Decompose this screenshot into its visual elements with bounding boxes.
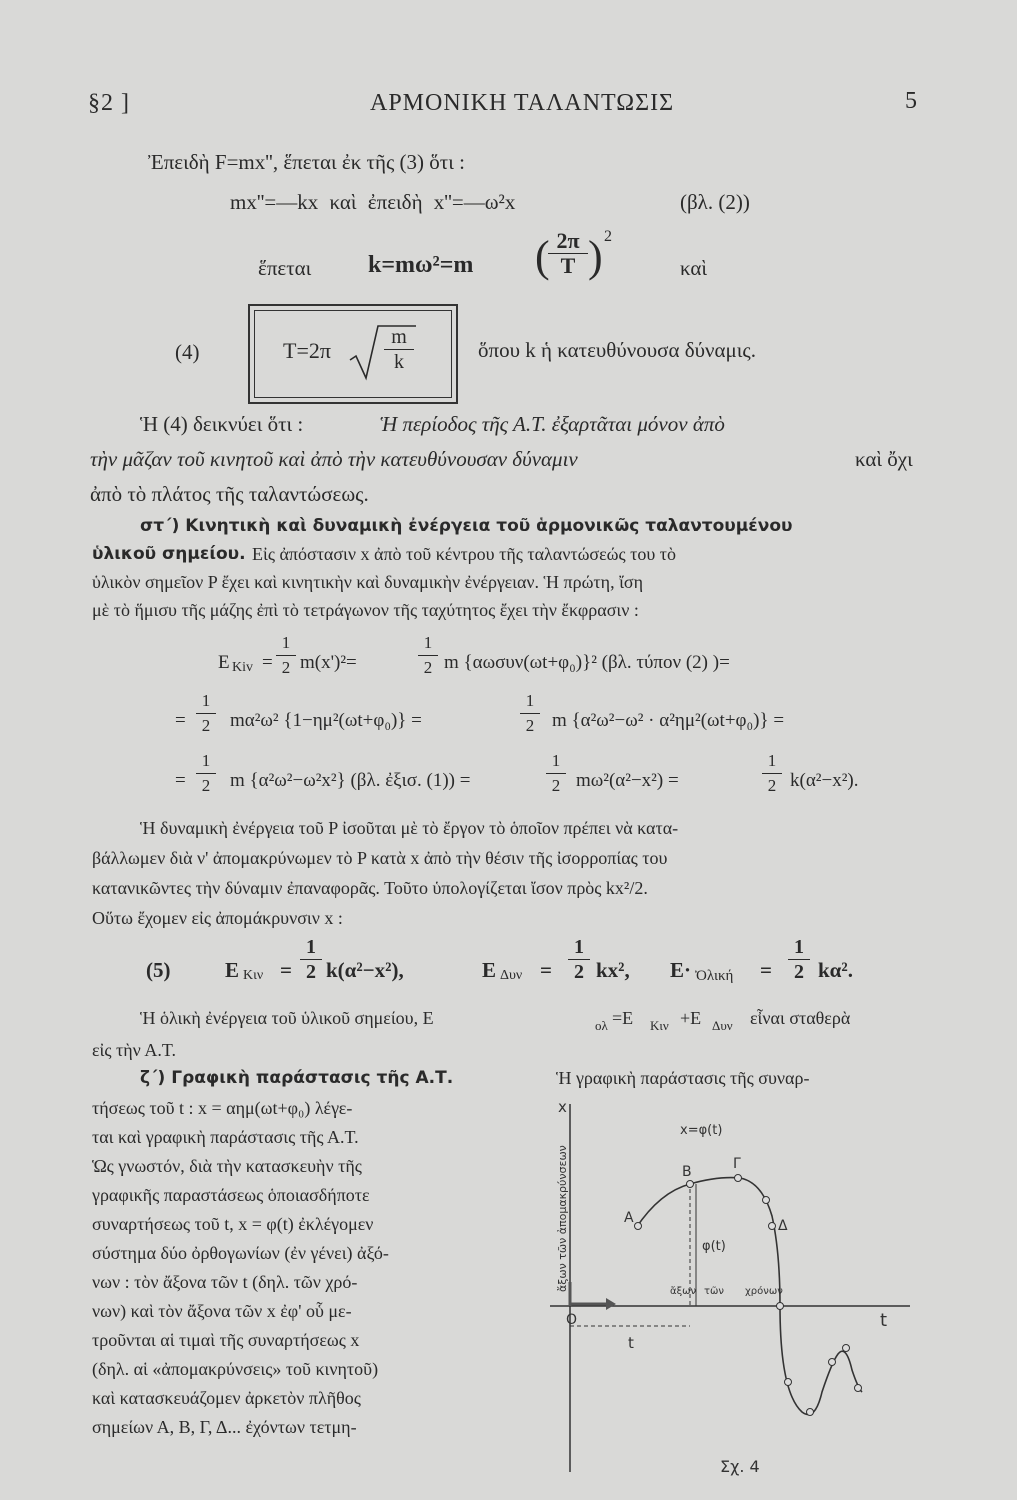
equation-part: k(α²−x²), bbox=[326, 958, 404, 982]
equation-ref: (βλ. (2)) bbox=[680, 190, 750, 214]
equation-part: m {α²ω²−ω²x²} (βλ. ἐξισ. (1)) = bbox=[230, 770, 471, 791]
text-line: βάλλωμεν διὰ ν' ἀπομακρύνωμεν τὸ P κατὰ x ἀπὸ τὴν θέσιν τῆς ἰσορροπίας του bbox=[92, 848, 668, 868]
fraction-bar bbox=[276, 655, 296, 656]
origin-label: O bbox=[566, 1312, 578, 1328]
text-part: =E bbox=[612, 1008, 634, 1028]
numerator: 1 bbox=[281, 633, 291, 652]
equation-number: (5) bbox=[146, 958, 171, 982]
numerator: 1 bbox=[574, 936, 584, 958]
equals: = bbox=[760, 958, 772, 982]
numerator: 1 bbox=[525, 691, 535, 710]
numerator: 1 bbox=[794, 936, 804, 958]
curve-point bbox=[735, 1175, 742, 1182]
curve-point bbox=[777, 1303, 784, 1310]
text-line: ἀπὸ τὸ πλάτος τῆς ταλαντώσεως. bbox=[90, 482, 369, 506]
phi-label: φ(t) bbox=[702, 1239, 726, 1254]
column-line: γραφικῆς παραστάσεως ὁποιασδήποτε bbox=[92, 1185, 370, 1205]
denominator: 2 bbox=[423, 658, 433, 677]
denominator: 2 bbox=[551, 776, 561, 795]
text-word: καὶ bbox=[680, 256, 708, 280]
time-axis-caption: χρόνων bbox=[745, 1286, 783, 1297]
equals: = bbox=[262, 652, 273, 673]
subscript: Κιν bbox=[650, 1018, 669, 1033]
text-part: εἶναι σταθερὰ bbox=[750, 1008, 851, 1028]
exponent: 2 bbox=[604, 228, 612, 245]
equals: = bbox=[175, 770, 186, 791]
running-title: ΑΡΜΟΝΙΚΗ ΤΑΛΑΝΤΩΣΙΣ bbox=[370, 90, 675, 116]
column-line: σημείων Α, Β, Γ, Δ... ἐχόντων τετμη- bbox=[92, 1417, 357, 1437]
equation-part: mα²ω² {1−ημ²(ωt+φ₀)} = bbox=[230, 710, 422, 731]
x-axis-label: x bbox=[558, 1098, 567, 1116]
subscript: Δυν bbox=[500, 968, 523, 983]
fraction-half bbox=[196, 690, 216, 737]
equation-line: mx''=—kx καὶ ἐπειδὴ x''=—ω²x bbox=[230, 190, 516, 214]
equation-part: mω²(α²−x²) = bbox=[576, 770, 679, 791]
fraction-half bbox=[762, 750, 782, 797]
denominator: 2 bbox=[767, 776, 777, 795]
fraction-m-k bbox=[384, 326, 414, 373]
column-line: συναρτήσεως τοῦ t, x = φ(t) ἐκλέγομεν bbox=[92, 1214, 374, 1234]
fraction-half bbox=[788, 936, 810, 983]
figure-caption: Σχ. 4 bbox=[720, 1457, 760, 1476]
equation-part: m {α²ω²−ω² · α²ημ²(ωt+φ₀)} = bbox=[552, 710, 785, 731]
fraction-half bbox=[196, 750, 216, 797]
paren-open: ( bbox=[535, 232, 550, 281]
curve-point bbox=[763, 1197, 770, 1204]
numerator: m bbox=[391, 326, 407, 348]
curve-point bbox=[635, 1223, 642, 1230]
numerator: 1 bbox=[423, 633, 433, 652]
fraction-half bbox=[418, 632, 438, 679]
section-heading: στ΄) Κινητικὴ καὶ δυναμικὴ ἐνέργεια τοῦ ἁρμονικῶς ταλαντουμένου bbox=[140, 516, 793, 536]
text-line: Εἰς ἀπόστασιν x ἀπὸ τοῦ κέντρου τῆς ταλαντώσεώς του τὸ bbox=[252, 544, 677, 564]
paren-close: ) bbox=[588, 232, 603, 281]
equation-part: kx², bbox=[596, 958, 630, 982]
subscript: Κιν bbox=[243, 968, 264, 983]
fraction-bar bbox=[384, 349, 414, 350]
equals: = bbox=[280, 958, 292, 982]
subscript: Kiv bbox=[232, 660, 253, 675]
denominator: k bbox=[394, 351, 404, 373]
point-label-c: Γ bbox=[733, 1156, 741, 1172]
x-axis-caption: ἄξων τῶν ἀπομακρύνσεων bbox=[556, 1145, 569, 1292]
text-line: Οὕτω ἔχομεν εἰς ἀπομάκρυνσιν x : bbox=[92, 908, 343, 928]
section-heading: ζ΄) Γραφικὴ παράστασις τῆς Α.Τ. bbox=[140, 1068, 454, 1088]
denominator: 2 bbox=[574, 961, 584, 983]
curve-point bbox=[843, 1345, 850, 1352]
point-label-d: Δ bbox=[778, 1218, 788, 1234]
page-number: 5 bbox=[905, 88, 918, 114]
column-line: τροῦνται αἱ τιμαὶ τῆς συναρτήσεως x bbox=[92, 1330, 360, 1350]
equation-number: (4) bbox=[175, 340, 200, 364]
text-line: ὑλικὸν σημεῖον P ἔχει καὶ κινητικὴν καὶ δυναμικὴν ἐνέργειαν. Ἡ πρώτη, ἴση bbox=[92, 572, 644, 592]
text-line: Ἐπειδὴ F=mx'', ἕπεται ἐκ τῆς (3) ὅτι : bbox=[148, 150, 465, 174]
fraction-half bbox=[546, 750, 566, 797]
text-line: καὶ ὄχι bbox=[855, 447, 913, 471]
point-label-a: Α bbox=[624, 1210, 634, 1226]
oscillation-graph bbox=[540, 1092, 920, 1482]
curve-point bbox=[785, 1379, 792, 1386]
section-marker: §2 ] bbox=[88, 90, 130, 116]
symbol-E: E bbox=[218, 652, 230, 673]
numerator: 1 bbox=[201, 751, 211, 770]
point-label-b: Β bbox=[682, 1164, 692, 1180]
denominator: 2 bbox=[306, 961, 316, 983]
column-line: (δηλ. αἱ «ἀπομακρύνσεις» τοῦ κινητοῦ) bbox=[92, 1359, 379, 1379]
fraction-bar bbox=[520, 713, 540, 714]
column-line: νων) καὶ τὸν ἄξονα τῶν x ἐφ' οὗ με- bbox=[92, 1301, 352, 1321]
fraction-bar bbox=[196, 773, 216, 774]
curve-point bbox=[687, 1181, 694, 1188]
t-segment-label: t bbox=[628, 1334, 634, 1352]
curve-label: x=φ(t) bbox=[680, 1123, 723, 1138]
subscript: Ὀλική bbox=[695, 968, 734, 984]
denominator: 2 bbox=[281, 658, 291, 677]
t-axis-label: t bbox=[880, 1310, 888, 1331]
fraction-bar bbox=[546, 773, 566, 774]
column-line: ται καὶ γραφικὴ παράστασις τῆς Α.Τ. bbox=[92, 1127, 359, 1147]
symbol-E: E bbox=[225, 958, 240, 982]
symbol-E: E· bbox=[670, 958, 692, 982]
denominator: 2 bbox=[525, 716, 535, 735]
fraction-bar bbox=[418, 655, 438, 656]
curve-point bbox=[855, 1385, 862, 1392]
equation-part: m {αωσυν(ωt+φ₀)}² (βλ. τύπον (2) )= bbox=[444, 652, 730, 673]
fraction-bar bbox=[568, 959, 590, 960]
fraction-half bbox=[276, 632, 296, 679]
column-line: σύστημα δύο ὀρθογωνίων (ἐν γένει) ἀξό- bbox=[92, 1243, 389, 1263]
denominator: 2 bbox=[201, 776, 211, 795]
column-line: Ὡς γνωστόν, διὰ τὴν κατασκευὴν τῆς bbox=[92, 1156, 362, 1176]
column-line: νων : τὸν ἄξονα τῶν t (δηλ. τῶν χρό- bbox=[92, 1272, 358, 1292]
text-part: +E bbox=[680, 1008, 702, 1028]
text-line: Ἡ ὁλικὴ ἐνέργεια τοῦ ὑλικοῦ σημείου, E bbox=[140, 1008, 434, 1028]
subscript: ολ bbox=[595, 1018, 608, 1033]
subscript: Δυν bbox=[712, 1018, 733, 1033]
text-line: ὅπου k ἡ κατευθύνουσα δύναμις. bbox=[478, 338, 756, 362]
numerator: 1 bbox=[551, 751, 561, 770]
equation-T: T=2π bbox=[283, 338, 331, 363]
text-italic: τὴν μᾶζαν τοῦ κινητοῦ καὶ ἀπὸ τὴν κατευθύνουσαν δύναμιν bbox=[90, 447, 578, 471]
fraction-bar bbox=[762, 773, 782, 774]
text-line: κατανικῶντες τὴν δύναμιν ἐπαναφορᾶς. Τοῦτο ὑπολογίζεται ἴσον πρὸς kx²/2. bbox=[92, 878, 648, 898]
curve-point bbox=[807, 1409, 814, 1416]
fraction-half bbox=[520, 690, 540, 737]
equation-k: k=mω²=m bbox=[368, 252, 474, 278]
equals: = bbox=[540, 958, 552, 982]
fraction-bar bbox=[196, 713, 216, 714]
section-heading: ὑλικοῦ σημείου. bbox=[92, 544, 246, 564]
fraction-bar bbox=[788, 959, 810, 960]
numerator: 1 bbox=[767, 751, 777, 770]
column-line: τήσεως τοῦ t : x = αημ(ωt+φ₀) λέγε- bbox=[92, 1098, 353, 1118]
denominator: 2 bbox=[794, 961, 804, 983]
text-line: εἰς τὴν Α.Τ. bbox=[92, 1040, 176, 1060]
column-line: καὶ κατασκευάζομεν ἀρκετὸν πλῆθος bbox=[92, 1388, 361, 1408]
fraction-half bbox=[568, 936, 590, 983]
time-axis-caption: τῶν bbox=[704, 1286, 724, 1297]
equation-part: m(x')²= bbox=[300, 652, 357, 673]
text-line: Ἡ δυναμικὴ ἐνέργεια τοῦ P ἰσοῦται μὲ τὸ ἔργον τὸ ὁποῖον πρέπει νὰ κατα- bbox=[140, 818, 679, 838]
denominator: T bbox=[560, 253, 576, 278]
arrow-head bbox=[606, 1298, 616, 1310]
text-line: Ἡ (4) δεικνύει ὅτι : bbox=[140, 412, 304, 436]
fraction-bar bbox=[300, 959, 322, 960]
symbol-E: E bbox=[482, 958, 497, 982]
numerator: 1 bbox=[306, 936, 316, 958]
time-axis-caption: ἄξων bbox=[670, 1286, 697, 1297]
numerator: 2π bbox=[556, 228, 580, 253]
denominator: 2 bbox=[201, 716, 211, 735]
equation-part: k(α²−x²). bbox=[790, 770, 859, 791]
text-word: ἕπεται bbox=[258, 256, 312, 280]
fraction-2pi-T bbox=[548, 230, 588, 277]
equals: = bbox=[175, 710, 186, 731]
text-line: μὲ τὸ ἥμισυ τῆς μάζης ἐπὶ τὸ τετράγωνον τῆς ταχύτητος ἔχει τὴν ἔκφρασιν : bbox=[92, 600, 639, 620]
curve-point bbox=[829, 1359, 836, 1366]
equation-part: kα². bbox=[818, 958, 853, 982]
numerator: 1 bbox=[201, 691, 211, 710]
text-line: Ἡ γραφικὴ παράστασις τῆς συναρ- bbox=[556, 1068, 810, 1088]
text-italic: Ἡ περίοδος τῆς Α.Τ. ἐξαρτᾶται μόνον ἀπὸ bbox=[380, 412, 725, 436]
curve-point bbox=[769, 1223, 776, 1230]
fraction-half bbox=[300, 936, 322, 983]
